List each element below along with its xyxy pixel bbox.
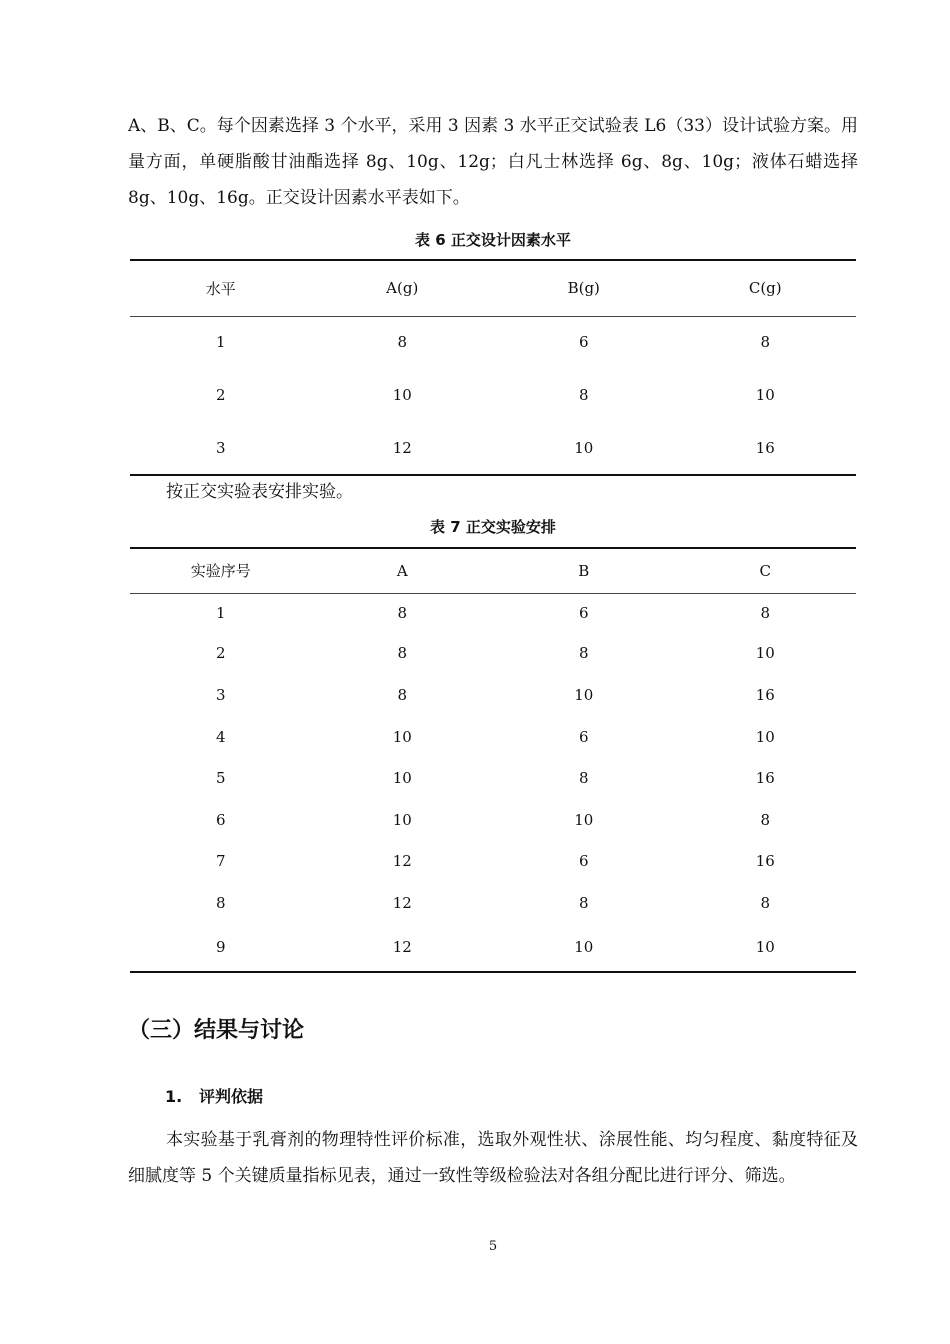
table-cell: 6 <box>578 603 589 622</box>
table-row <box>130 799 856 840</box>
table-cell: 10 <box>392 769 412 787</box>
table-cell: 8 <box>760 333 771 352</box>
table-cell: 7 <box>215 852 226 870</box>
table-cell: 16 <box>755 686 775 704</box>
between-text: 按正交实验表安排实验。 <box>166 482 353 502</box>
table-cell: 2 <box>215 385 226 404</box>
table-cell: 8 <box>760 603 771 622</box>
header-cell: A <box>312 548 494 593</box>
table-cell: 8 <box>397 644 408 662</box>
section-heading: （三）结果与讨论 <box>128 1018 305 1043</box>
table-cell: 8 <box>397 603 408 622</box>
table6 <box>130 259 856 476</box>
table-row <box>130 674 856 716</box>
table-cell: 10 <box>574 686 594 704</box>
table-cell: 10 <box>392 810 412 829</box>
table-header-row <box>130 260 856 316</box>
table-cell: 9 <box>215 938 226 956</box>
table-cell: 10 <box>574 810 594 829</box>
table-cell: 10 <box>392 385 412 404</box>
table-row <box>130 368 856 421</box>
table-cell: 12 <box>392 852 412 870</box>
table-row <box>130 923 856 972</box>
subsection-heading <box>165 1084 263 1107</box>
table-cell: 12 <box>392 893 412 912</box>
header-cell: A(g) <box>312 260 494 316</box>
table-cell: 16 <box>755 769 775 787</box>
table-cell: 8 <box>578 644 589 662</box>
header-cell: 水平 <box>130 260 312 316</box>
table-cell: 10 <box>574 438 594 457</box>
table-row <box>130 316 856 368</box>
table-cell: 6 <box>578 727 589 746</box>
table-cell: 12 <box>392 938 412 956</box>
page-number: 5 <box>488 1239 498 1254</box>
table-cell: 8 <box>578 385 589 404</box>
table-cell: 4 <box>215 727 226 746</box>
table-cell: 8 <box>215 893 226 912</box>
table-cell: 5 <box>215 769 226 787</box>
table-cell: 12 <box>392 438 412 457</box>
header-cell: B <box>493 548 675 593</box>
table-row <box>130 593 856 632</box>
table-cell: 3 <box>215 438 226 457</box>
table-cell: 10 <box>755 938 775 956</box>
table-cell: 10 <box>755 644 775 662</box>
table-row <box>130 421 856 475</box>
table-cell: 8 <box>578 769 589 787</box>
table-cell: 8 <box>397 333 408 352</box>
table-cell: 6 <box>578 333 589 352</box>
table-cell: 6 <box>215 810 226 829</box>
table-cell: 10 <box>574 938 594 956</box>
table-cell: 8 <box>760 810 771 829</box>
table-cell: 16 <box>755 438 775 457</box>
table-cell: 1 <box>215 333 226 352</box>
table-cell: 2 <box>215 644 226 662</box>
table-cell: 8 <box>397 686 408 704</box>
table-cell: 8 <box>760 893 771 912</box>
table7-caption: 表 7 正交实验安排 <box>430 518 556 536</box>
table-cell: 10 <box>755 727 775 746</box>
header-cell: C(g) <box>675 260 857 316</box>
table-row <box>130 632 856 674</box>
header-cell: C <box>675 548 857 593</box>
table-cell: 16 <box>755 852 775 870</box>
table-cell: 10 <box>392 727 412 746</box>
table7 <box>130 547 856 973</box>
header-cell: B(g) <box>493 260 675 316</box>
table6-caption: 表 6 正交设计因素水平 <box>415 231 571 249</box>
intro-paragraph: A、B、C。每个因素选择 3 个水平，采用 3 因素 3 水平正交试验表 L6（33）设计试验方案。用量方面，单硬脂酸甘油酯选择 8g、10g、12g；白凡士林选择 6g、8g、10g；液体石蜡选择 8g、10g、16g。正交设计因素水平表如下。 <box>128 116 858 208</box>
table-cell: 6 <box>578 852 589 870</box>
table-cell: 1 <box>215 603 226 622</box>
table-cell: 3 <box>215 686 226 704</box>
table-row <box>130 757 856 799</box>
subsection-title: 评判依据 <box>199 1087 264 1106</box>
table-cell: 10 <box>755 385 775 404</box>
table-row <box>130 716 856 757</box>
conclusion-paragraph: 本实验基于乳膏剂的物理特性评价标准，选取外观性状、涂展性能、均匀程度、黏度特征及细腻度等 5 个关键质量指标见表，通过一致性等级检验法对各组分配比进行评分、筛选。 <box>128 1130 858 1186</box>
table-cell: 8 <box>578 893 589 912</box>
header-cell: 实验序号 <box>130 548 312 593</box>
subsection-number: 1. <box>165 1087 183 1106</box>
table-header-row <box>130 548 856 593</box>
table-row <box>130 840 856 882</box>
table-row <box>130 882 856 923</box>
